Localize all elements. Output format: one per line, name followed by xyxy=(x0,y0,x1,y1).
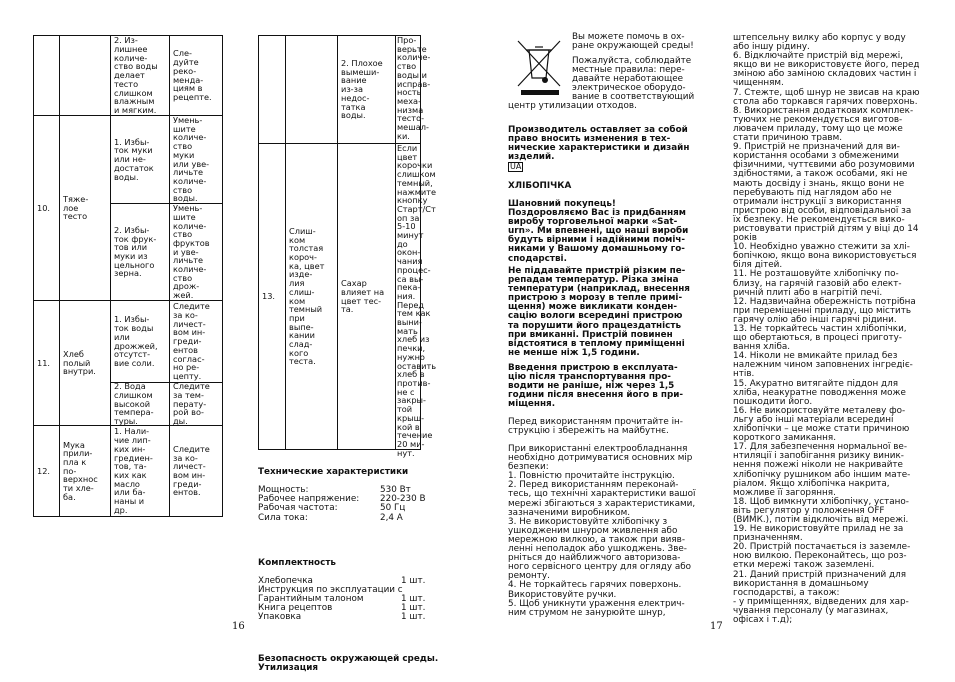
specs-title: Технические характеристики xyxy=(258,467,409,478)
language-badge xyxy=(508,162,523,172)
remedy-cell: Сле- дуйте реко- менда- циям в рецепте. xyxy=(169,35,223,116)
item-value: 530 Вт xyxy=(380,485,411,496)
table-cell xyxy=(59,35,111,116)
item-label: Книга рецептов xyxy=(258,603,333,614)
table-cell xyxy=(33,35,60,116)
remedy-cell: Следите за тем- перату- рой во- ды. xyxy=(169,382,223,426)
manufacturer-note: Производитель оставляет за собой право вносить изменения в тех- нические характеристики и дизайн изделий. xyxy=(508,125,690,163)
remedy-cell: Следите за ко- личест- вом ин- греди- ентов. xyxy=(169,425,223,517)
row-number: 12. xyxy=(33,425,60,517)
item-label: Гарантийным талоном xyxy=(258,594,364,605)
cause-cell: 2. Избы- ток фрук- тов или муки из цельного зерна. xyxy=(110,203,170,301)
row-number: 10. xyxy=(33,115,60,301)
warning-transport: Введення пристрою в експлуата- цію після транспортування про- водити не раніше, ніж через 1,5 години після внесення його в при- міщення. xyxy=(508,363,684,410)
specs-section xyxy=(258,459,458,682)
section-title: ХЛІБОПІЧКА xyxy=(508,181,572,191)
eco-title: Безопасность окружающей среды. Утилизация xyxy=(258,653,439,673)
item-label: Мощность: xyxy=(258,485,309,496)
symptom-cell: Мука прили- пла к по- верхнос ти хле- ба. xyxy=(59,425,111,517)
item-value: 1 шт. xyxy=(401,603,426,614)
item-value: 2,4 А xyxy=(380,512,403,523)
kit-title: Комплектность xyxy=(258,557,336,568)
item-label: Упаковка xyxy=(258,612,302,623)
cause-cell: 2. Плохое вымеши- вание из-за недос- татка воды. xyxy=(337,35,396,144)
item-label: Рабочая частота: xyxy=(258,503,338,514)
weee-recycle-bin-icon xyxy=(512,38,568,98)
item-value: 50 Гц xyxy=(380,503,406,514)
remedy-cell: Умень- шите количе- ство фруктов и уве- личьте количе- ство дрож- жей. xyxy=(169,203,223,301)
item-value: 1 шт. xyxy=(401,612,426,623)
read-instructions: Перед використанням прочитайте ін- струкцію і збережіть на майбутнє. xyxy=(508,417,683,437)
symptom-cell: Хлеб полый внутри. xyxy=(59,300,111,426)
safety-instructions-2: штепсельну вилку або корпус у воду або іншу рідину. 6. Відключайте пристрій від мережі, якщо ви не використовуєте його, перед зміною або заміною складових частин і чищенням. 7. Стежте, щоб шнур не звисав на краю стола або торкався гарячих поверхонь. 8. Використання додаткових комплек- туючих не рекомендується виготов- лювачем приладу, тому що це може стати причиною травм. 9. Пристрій не призначений для ви- користання особами з обмеженими фізичними, чуттєвими або розумовими здібностями, а також особами, які не мають досвіду і знань, якщо вони не перебувають під наглядом або не отримали інструкції з використання пристрою від особи, відповідальної за їх безпеку. Не рекомендується вико- ристовувати пристрій дітям у віці до 14 років 10. Необхідно уважно стежити за хлі- бопічкою, якщо вона використовується біля дітей. 11. Не розташовуйте хлібопічку по- близу, на гарячій газовій або елект- ричній плиті або в нагрітій печі. 12. Надзвичайна обережність потрібна при переміщенні приладу, що містить гарячу олію або інші гарячі рідини. 13. Не торкайтесь частин хлібопічки, що обертаються, в процесі приготу- вання хліба. 14. Ніколи не вмикайте прилад без належним чином заповнених інгредіє- нтів. 15. Акуратно витягайте піддон для хліба, неакуратне поводження може пошкодити його. 16. Не використовуйте металеву фо- льгу або інші матеріали всередині хлібопічки – це може стати причиною короткого замикання. 17. Для забезпечення нормальної ве- нтиляції і запобігання ризику виник- нення пожежі ніколи не накривайте хлібопічку рушником або іншим мате- ріалом. Якщо хлібопічка накрита, можливе її загоряння. 18. Щоб вимкнути хлібопічку, устано- віть регулятор у положення OFF (ВИМК.), потім відключіть від мережі. 19. Не використовуйте прилад не за призначенням. 20. Пристрій постачається із заземле- ною вилкою. Переконайтесь, що роз- етки мережі також заземлені. 21. Даний пристрій призначений для використання в домашньому господарстві, а також: - у приміщеннях, відведених для хар- чування персоналу (у магазинах, офісах і т.д); xyxy=(733,33,920,625)
row-number: 11. xyxy=(33,300,60,426)
eco-text-3: центр утилизации отходов. xyxy=(508,101,637,111)
table-cell xyxy=(285,35,338,144)
eco-text-2: Пожалуйста, соблюдайте местные правила: пере- давайте неработающее электрическое оборудо- вание в соответствующий xyxy=(572,56,695,103)
item-label: Рабочее напряжение: xyxy=(258,494,360,505)
eco-text-1: Вы можете помочь в ох- ране окружающей среды! xyxy=(572,32,694,52)
cause-cell: 1. Избы- ток воды или дрожжей, отсутст- вие соли. xyxy=(110,300,170,383)
item-label: Инструкция по эксплуатации с xyxy=(258,585,403,596)
cause-cell: Сахар влияет на цвет тес- та. xyxy=(337,143,396,450)
remedy-cell: Умень- шите количе- ство муки или уве- личьте количе- ство воды. xyxy=(169,115,223,204)
item-label: Сила тока: xyxy=(258,512,308,523)
page-number: 16 xyxy=(232,621,245,632)
cause-cell: 1. Избы- ток муки или не- достаток воды. xyxy=(110,115,170,204)
greeting: Шановний покупець! Поздоровляємо Вас із придбанням виробу торговельної марки «Sat- urn». Ми впевнені, що наші вироби будуть вірними і надійними поміч- никами у Вашому домашньому го- сподарстві. xyxy=(508,199,689,264)
page-number: 17 xyxy=(710,621,723,632)
table-cell xyxy=(258,35,286,144)
cause-cell: 2. Из- лишнее количе- ство воды делает тесто слишком влажным и мягким. xyxy=(110,35,170,116)
page-17 xyxy=(477,0,954,677)
remedy-cell: Если цвет корочки слишком темный, нажмите кнопку Старт/Ст оп за 5-10 минут до окон- чания процес- са вы- пека- ния. Перед тем как выни- мать хлеб из печки, нужно оставить хлеб в против- не с закры- той крыш- кой в течение 20 ми- нут. xyxy=(397,143,437,458)
warning-temperature: Не піддавайте пристрій різким пе- репадам температур. Різка зміна температури (наприклад, внесення пристрою з морозу в тепле примі- щення) може викликати конден- сацію вологи всередині пристрою та порушити його працездатність при вмиканні. Пристрій повинен відстоятися в теплому приміщенні не менше ніж 1,5 години. xyxy=(508,266,690,358)
cause-cell: 1. Нали- чие лип- ких ин- гредиен- тов, та- ких как масло или ба- наны и др. xyxy=(110,425,170,517)
item-value: 1 шт. xyxy=(401,594,426,605)
remedy-cell: Про- верьте количе- ство воды и исправ- ность меха- низма тесто- мешал- ки. xyxy=(395,35,421,144)
list-item xyxy=(258,514,458,523)
symptom-cell: Слиш- ком толстая короч- ка, цвет изде- лия слиш- ком темный при выпе- кании слад- кого теста. xyxy=(285,143,338,450)
row-number: 13. xyxy=(258,143,286,450)
item-value: 220-230 В xyxy=(380,494,426,505)
symptom-cell: Тяже- лое тесто xyxy=(59,115,111,301)
item-label: Хлебопечка xyxy=(258,576,313,587)
page-16 xyxy=(0,0,477,677)
item-value: 1 шт. xyxy=(401,576,426,587)
safety-instructions-1: При використанні електрообладнання необхідно дотримуватися основних мір безпеки: 1. Повністю прочитайте інструкцію. 2. Перед використанням переконай- тесь, що технічні характеристики вашої мережі збігаються з характеристиками, зазначеними виробником. 3. Не використовуйте хлібопічку з ушкодженим шнуром живлення або мережною вилкою, а також при вияв- ленні неполадок або ушкоджень. Зве- рніться до найближчого авторизова- ного сервісного центру для огляду або ремонту. 4. Не торкайтесь гарячих поверхонь. Використовуйте ручки. 5. Щоб уникнути ураження електрич- ним струмом не занурюйте шнур, xyxy=(508,444,696,618)
cause-cell: 2. Вода слишком высокой темпера- туры. xyxy=(110,382,170,426)
remedy-cell: Следите за ко- личест- вом ин- греди- ентов соглас- но ре- цепту. xyxy=(169,300,223,383)
ua-badge: UA xyxy=(510,162,522,171)
list-item xyxy=(258,613,458,622)
